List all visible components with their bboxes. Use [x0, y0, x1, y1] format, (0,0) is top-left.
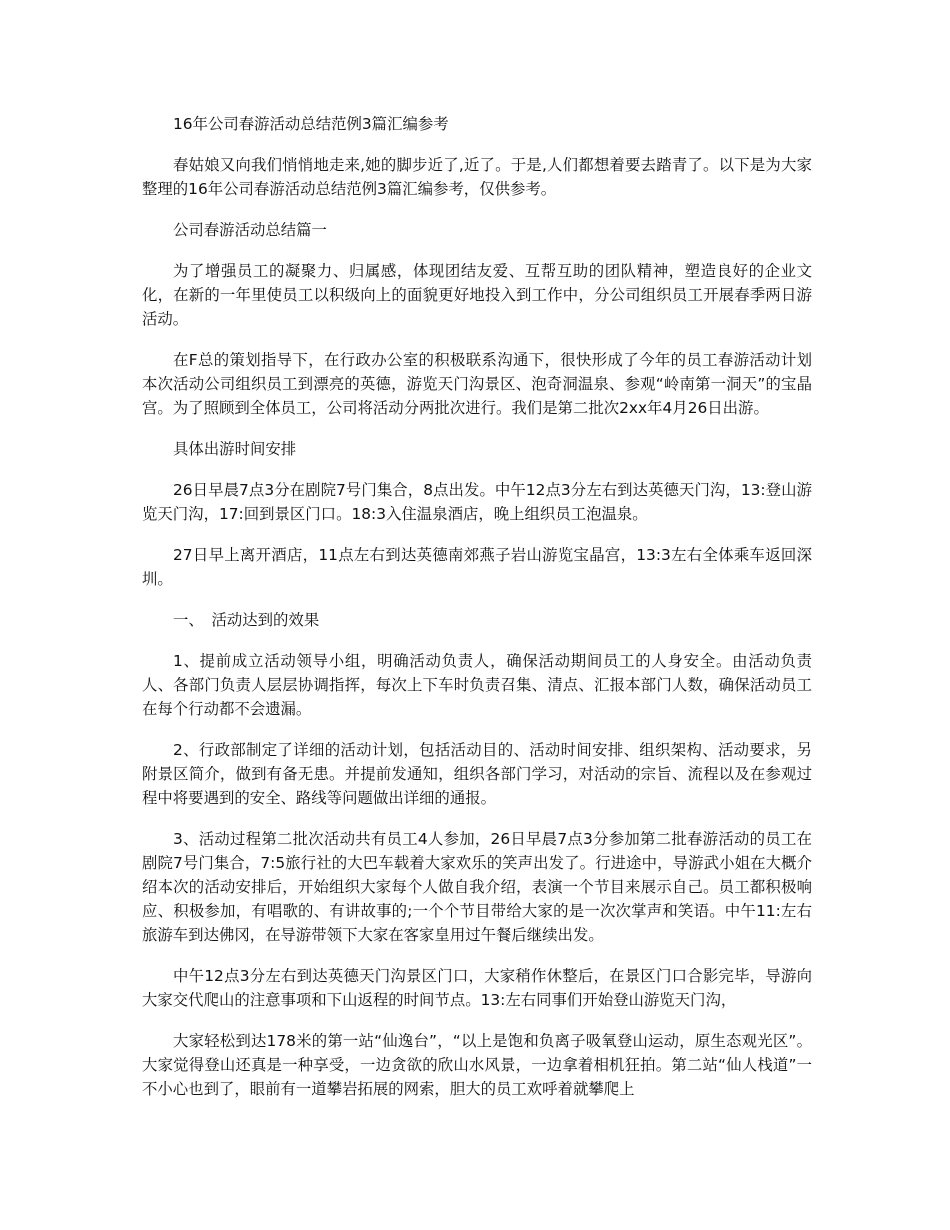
section-heading-part-one: 公司春游活动总结篇一 — [173, 221, 327, 239]
paragraph-item-2: 2、行政部制定了详细的活动计划，包括活动目的、活动时间安排、组织架构、活动要求，另附景区简介，做到有备无患。并提前发通知，组织各部门学习，对活动的宗旨、流程以及在参观过程中将要遇到的安全、路线等问题做出详细的通报。 — [142, 741, 812, 807]
paragraph-item-1: 1、提前成立活动领导小组，明确活动负责人，确保活动期间员工的人身安全。由活动负责人、各部门负责人层层协调指挥，每次上下车时负责召集、清点、汇报本部门人数，确保活动员工在每个行动都不会遗漏。 — [142, 652, 812, 718]
paragraph-item-3: 3、活动过程第二批次活动共有员工4人参加，26日早晨7点3分参加第二批春游活动的员工在剧院7号门集合，7:5旅行社的大巴车载着大家欢乐的笑声出发了。行进途中，导游武小姐在大概介绍本次的活动安排后，开始组织大家每个人做自我介绍，表演一个节目来展示自己。员工都积极响应、积极参加，有唱歌的、有讲故事的;一个个节目带给大家的是一次次掌声和笑语。中午11:左右旅游车到达佛冈，在导游带领下大家在客家皇用过午餐后继续出发。 — [142, 830, 812, 944]
paragraph-noon-arrival: 中午12点3分左右到达英德天门沟景区门口，大家稍作休整后，在景区门口合影完毕，导游向大家交代爬山的注意事项和下山返程的时间节点。13:左右同事们开始登山游览天门沟， — [142, 967, 812, 1009]
document-title: 16年公司春游活动总结范例3篇汇编参考 — [173, 115, 449, 133]
paragraph-plan: 在F总的策划指导下，在行政办公室的积极联系沟通下，很快形成了今年的员工春游活动计划本次活动公司组织员工到漂亮的英德，游览天门沟景区、泡奇洞温泉、参观“岭南第一洞天”的宝晶宫。为了照顾到全体员工，公司将活动分两批次进行。我们是第二批次2xx年4月26日出游。 — [142, 351, 812, 417]
paragraph-intro: 春姑娘又向我们悄悄地走来,她的脚步近了,近了。于是,人们都想着要去踏青了。以下是为大家整理的16年公司春游活动总结范例3篇汇编参考，仅供参考。 — [142, 156, 812, 198]
paragraph-day-27: 27日早上离开酒店，11点左右到达英德南郊燕子岩山游览宝晶宫，13:3左右全体乘车返回深圳。 — [142, 546, 812, 588]
paragraph-climb: 大家轻松到达178米的第一站“仙逸台”，“以上是饱和负离子吸氧登山运动，原生态观光区”。大家觉得登山还真是一种享受，一边贪欲的欣山水风景，一边拿着相机狂拍。第二站“仙人栈道”一不小心也到了，眼前有一道攀岩拓展的网索，胆大的员工欢呼着就攀爬上 — [142, 1032, 812, 1098]
paragraph-day-26: 26日早晨7点3分在剧院7号门集合，8点出发。中午12点3分左右到达英德天门沟，13:登山游览天门沟，17:回到景区门口。18:3入住温泉酒店，晚上组织员工泡温泉。 — [142, 481, 812, 523]
section-heading-effects: 一、 活动达到的效果 — [173, 611, 320, 629]
document-page — [142, 112, 812, 1118]
section-heading-schedule: 具体出游时间安排 — [173, 440, 297, 458]
paragraph-purpose: 为了增强员工的凝聚力、归属感，体现团结友爱、互帮互助的团队精神，塑造良好的企业文化，在新的一年里使员工以积级向上的面貌更好地投入到工作中，分公司组织员工开展春季两日游活动。 — [142, 262, 812, 328]
